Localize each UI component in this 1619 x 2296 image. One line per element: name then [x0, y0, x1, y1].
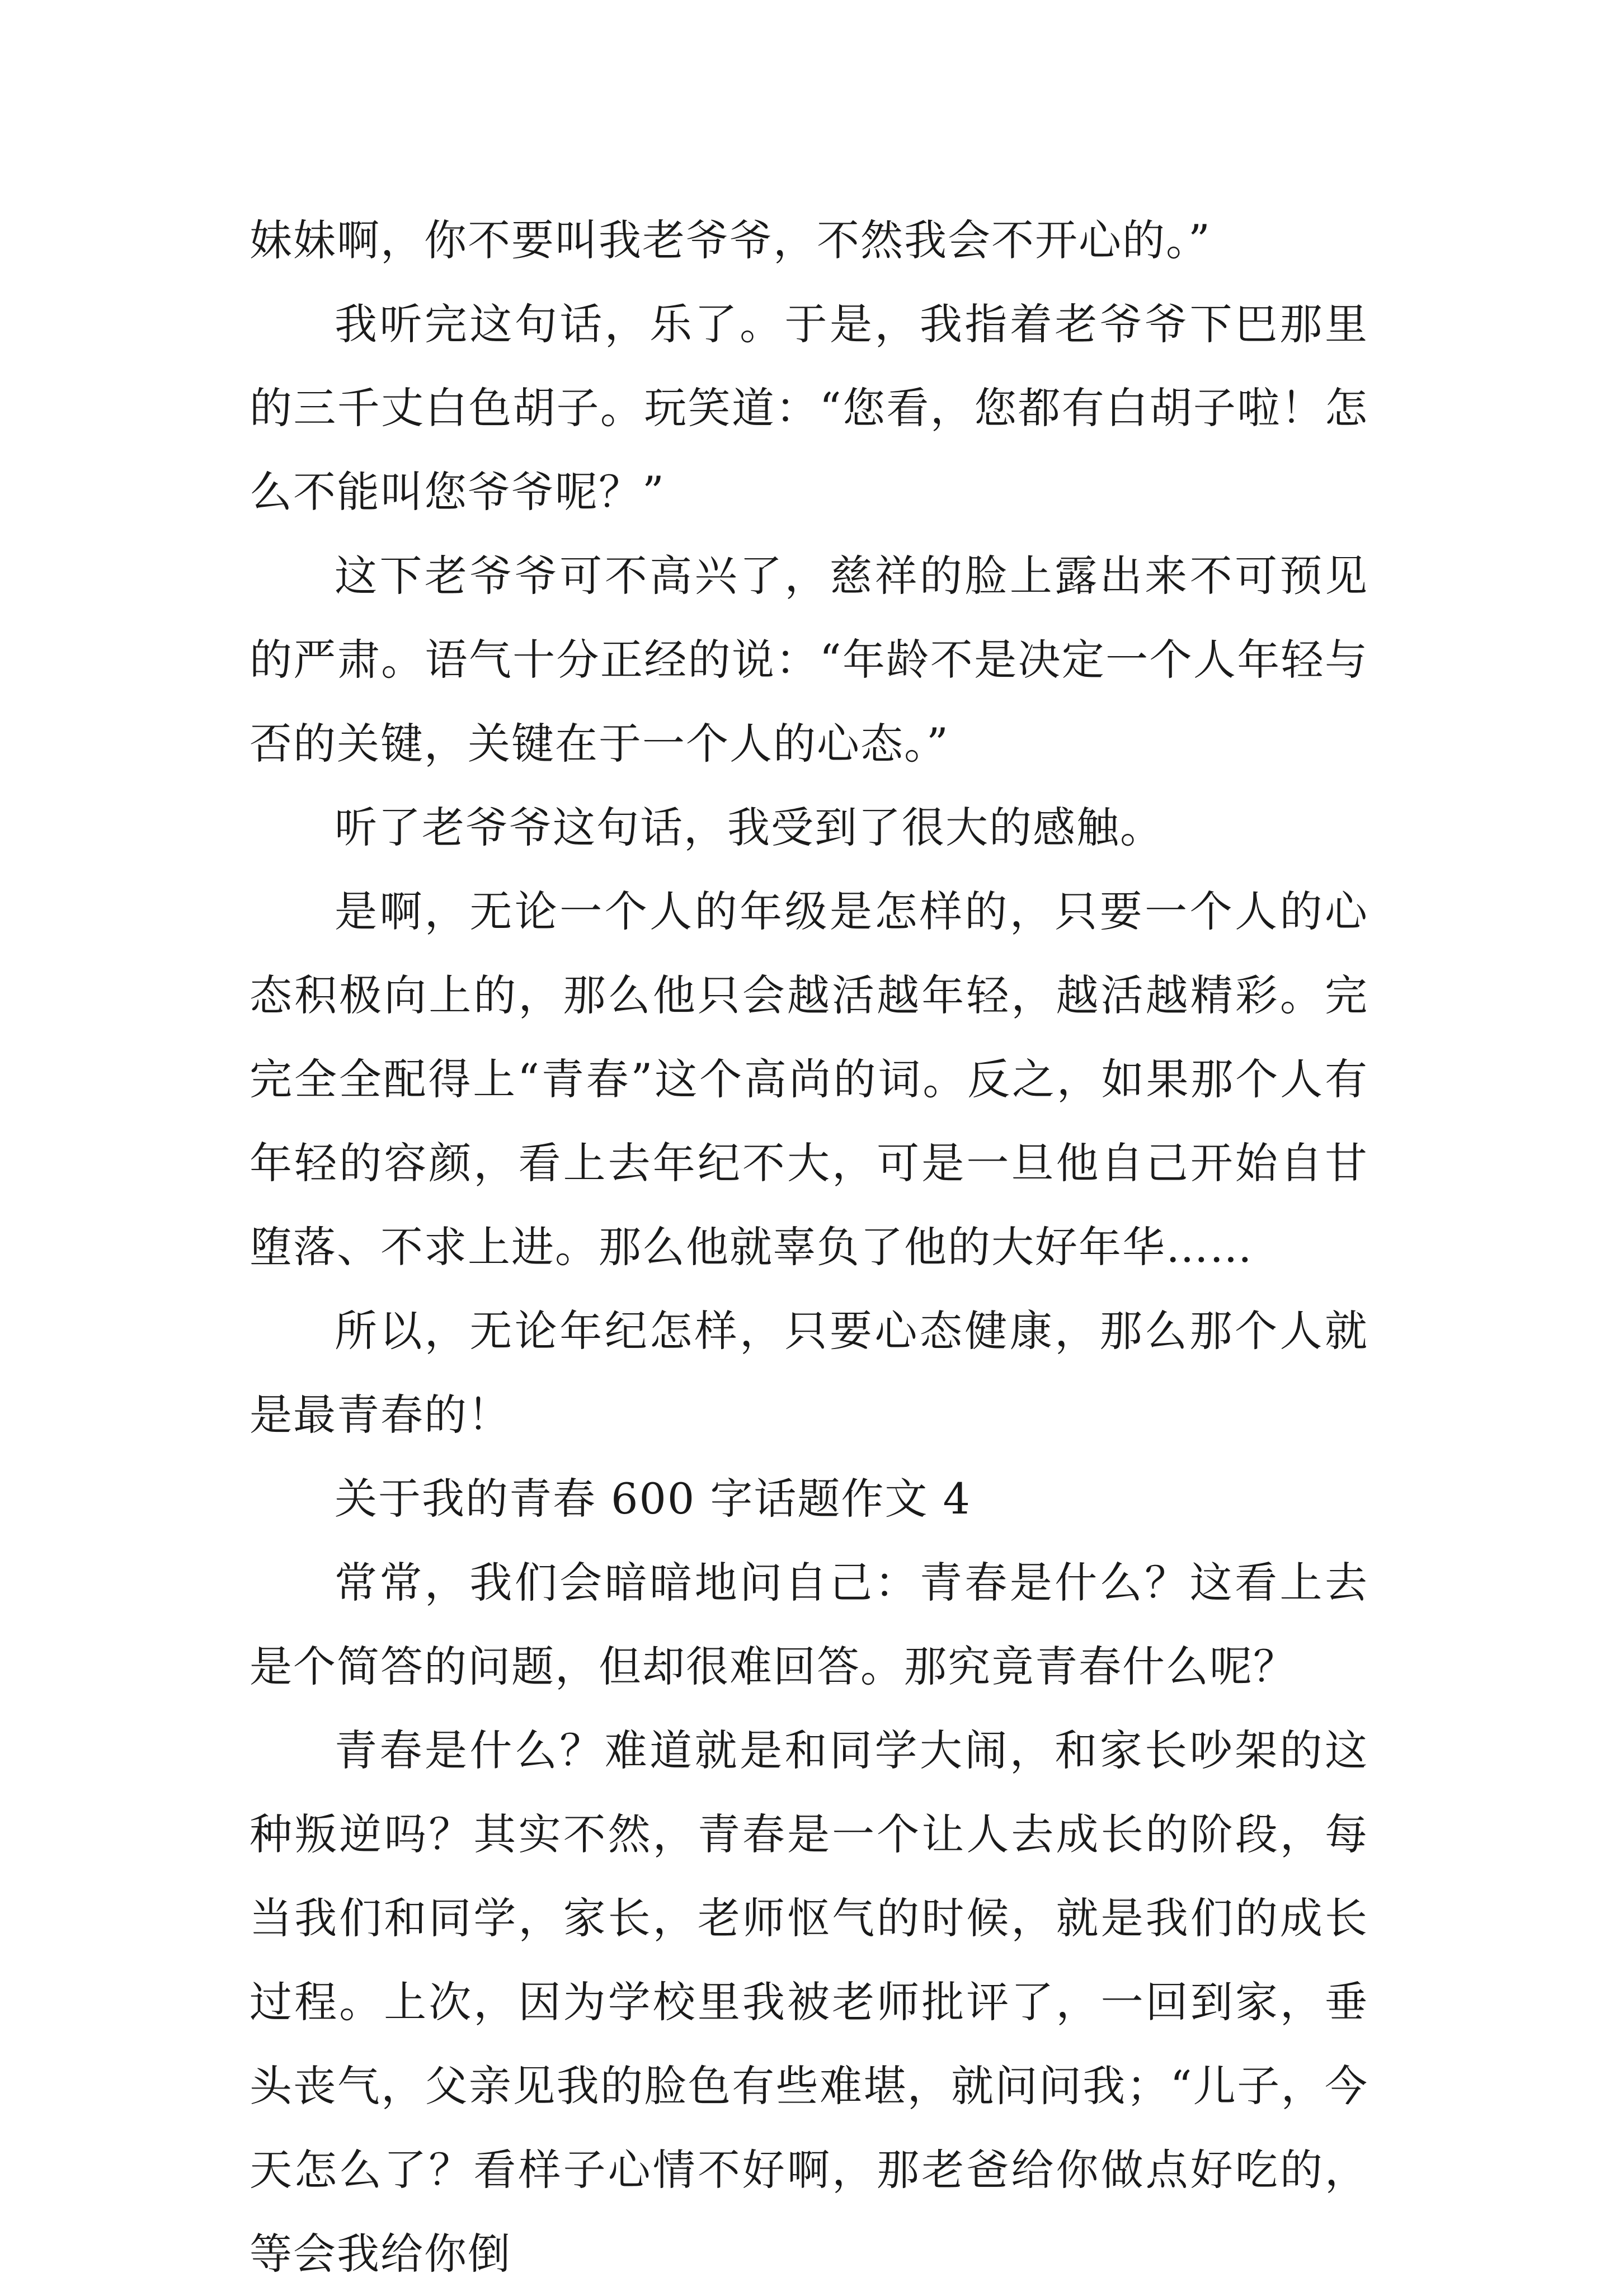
paragraph-5: 是啊，无论一个人的年级是怎样的，只要一个人的心态积极向上的，那么他只会越活越年轻，越活越精彩。完完全全配得上“青春”这个高尚的词。反之，如果那个人有年轻的容颜，看上去年纪不大，可是一旦他自己开始自甘堕落、不求上进。那么他就辜负了他的大好年华……	[250, 887, 1368, 1272]
paragraph-3: 这下老爷爷可不高兴了，慈祥的脸上露出来不可预见的严肃。语气十分正经的说：“年龄不是决定一个人年轻与否的关键，关键在于一个人的心态。”	[250, 551, 1368, 769]
paragraph-8: 青春是什么？难道就是和同学大闹，和家长吵架的这种叛逆吗？其实不然，青春是一个让人去成长的阶段，每当我们和同学，家长，老师怄气的时候，就是我们的成长过程。上次，因为学校里我被老师批评了，一回到家，垂头丧气，父亲见我的脸色有些难堪，就问问我；“儿子，今天怎么了？看样子心情不好啊，那老爸给你做点好吃的，等会我给你倒	[250, 1725, 1368, 2279]
paragraph-1: 妹妹啊，你不要叫我老爷爷，不然我会不开心的。”	[250, 215, 1211, 265]
section-heading: 关于我的青春 600 字话题作文 4	[335, 1474, 971, 1524]
paragraph-4: 听了老爷爷这句话，我受到了很大的感触。	[335, 803, 1164, 852]
paragraph-2: 我听完这句话，乐了。于是，我指着老爷爷下巴那里的三千丈白色胡子。玩笑道：“您看，您都有白胡子啦！怎么不能叫您爷爷呢？”	[250, 299, 1368, 517]
essay-text	[250, 199, 1368, 2296]
paragraph-6: 所以，无论年纪怎样，只要心态健康，那么那个人就是最青春的！	[250, 1306, 1368, 1440]
paragraph-7: 常常，我们会暗暗地问自己：青春是什么？这看上去是个简答的问题，但却很难回答。那究竟青春什么呢？	[250, 1558, 1368, 1691]
